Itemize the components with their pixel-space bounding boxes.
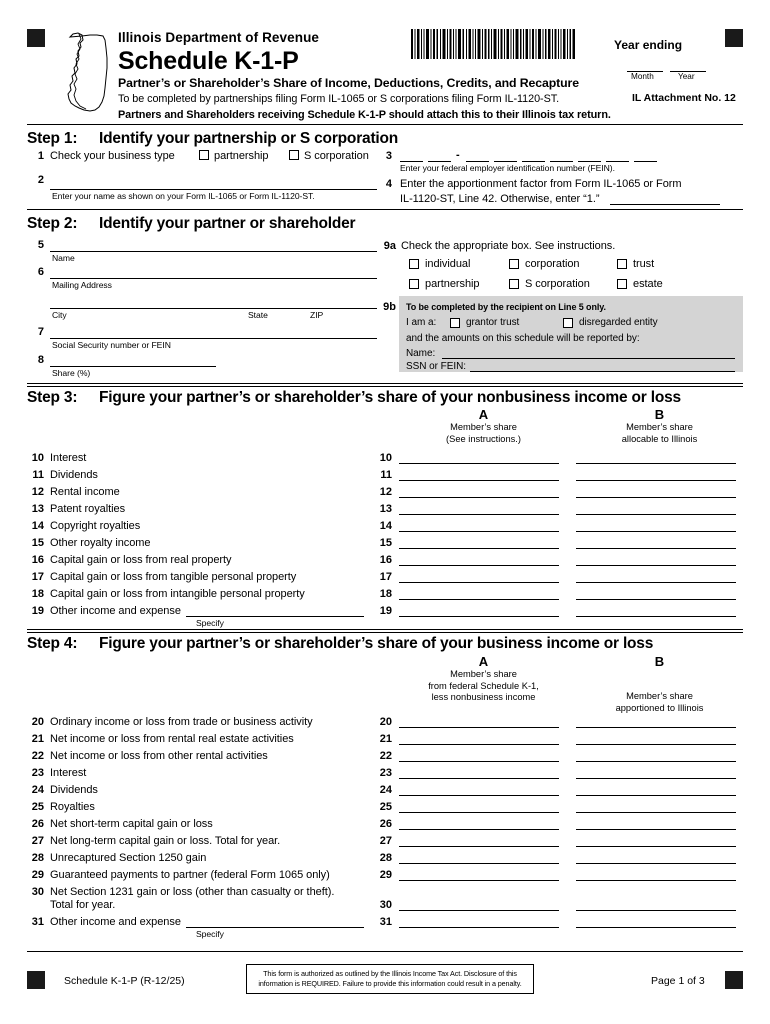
step2-title: Identify your partner or shareholder — [99, 215, 356, 232]
line-2-number: 2 — [37, 174, 44, 186]
checkbox-trust[interactable] — [617, 259, 627, 269]
line-17-input-b[interactable] — [576, 582, 736, 583]
line-30-input-a[interactable] — [399, 910, 559, 911]
line-15-input-a[interactable] — [399, 548, 559, 549]
line-21-input-b[interactable] — [576, 744, 736, 745]
line-14-label: Copyright royalties — [50, 520, 141, 532]
line-4-input[interactable] — [610, 204, 720, 205]
line-10-label: Interest — [50, 452, 87, 464]
step3-column-a-sub-2: (See instructions.) — [446, 433, 521, 444]
line-9a-number: 9a — [383, 240, 396, 252]
step4-title: Figure your partner’s or shareholder’s share of your business income or loss — [99, 635, 654, 652]
agency-name: Illinois Department of Revenue — [118, 30, 320, 45]
line-10-input-a[interactable] — [399, 463, 559, 464]
step4-column-b-sub-2: apportioned to Illinois — [615, 702, 704, 713]
line-30-number-right: 30 — [379, 899, 392, 911]
line-24-number-right: 24 — [379, 784, 392, 796]
line-13-number-right: 13 — [379, 503, 392, 515]
line-5-caption: Name — [52, 253, 75, 263]
month-caption: Month — [631, 72, 654, 81]
line-24-label: Dividends — [50, 784, 98, 796]
line-19-label: Other income and expense — [50, 605, 181, 617]
line-23-input-b[interactable] — [576, 778, 736, 779]
step3-column-a-header — [400, 407, 567, 445]
registration-mark-top-right — [725, 29, 743, 47]
line-22-number-right: 22 — [379, 750, 392, 762]
line-28-number-right: 28 — [379, 852, 392, 864]
step4-column-a-letter: A — [478, 654, 489, 669]
line-15-input-b[interactable] — [576, 548, 736, 549]
line-9a-label: Check the appropriate box. See instructions. — [401, 240, 616, 252]
fein-seg-8[interactable] — [606, 161, 629, 162]
line-6-number: 6 — [37, 266, 44, 278]
fein-dash: - — [456, 149, 460, 161]
line-9b-ssn-label: SSN or FEIN: — [406, 361, 466, 372]
line-9b-iama-label: I am a: — [406, 317, 437, 328]
line-14-number-right: 14 — [379, 520, 392, 532]
fein-seg-7[interactable] — [578, 161, 601, 162]
line-11-input-a[interactable] — [399, 480, 559, 481]
step1-heading — [27, 130, 398, 148]
line-13-input-a[interactable] — [399, 514, 559, 515]
line-16-input-a[interactable] — [399, 565, 559, 566]
line-3-caption: Enter your federal employer identification number (FEIN). — [400, 163, 615, 173]
line-5-number: 5 — [37, 239, 44, 251]
checkbox-corporation[interactable] — [509, 259, 519, 269]
line-28-input-b[interactable] — [576, 863, 736, 864]
line-19-input-b[interactable] — [576, 616, 736, 617]
line-28-label: Unrecaptured Section 1250 gain — [50, 852, 207, 864]
checkbox-corporation-label: corporation — [525, 258, 580, 270]
checkbox-partnership-label: partnership — [214, 150, 269, 162]
line-28-input-a[interactable] — [399, 863, 559, 864]
line-3-number: 3 — [385, 150, 392, 162]
registration-mark-bottom-left — [27, 971, 45, 989]
line-26-input-b[interactable] — [576, 829, 736, 830]
line-29-number: 29 — [31, 869, 44, 881]
line-14-number: 14 — [31, 520, 44, 532]
line-23-number: 23 — [31, 767, 44, 779]
line-21-input-a[interactable] — [399, 744, 559, 745]
line-10-number-right: 10 — [379, 452, 392, 464]
line-27-number-right: 27 — [379, 835, 392, 847]
line-18-input-b[interactable] — [576, 599, 736, 600]
line-31-label: Other income and expense — [50, 916, 181, 928]
line-17-label: Capital gain or loss from tangible personal property — [50, 571, 297, 583]
checkbox-estate[interactable] — [617, 279, 627, 289]
step2-label: Step 2: — [27, 215, 78, 232]
line-6-caption: Mailing Address — [52, 280, 112, 290]
il-attachment-number: IL Attachment No. 12 — [632, 92, 736, 104]
line-20-number: 20 — [31, 716, 44, 728]
line-17-number-right: 17 — [379, 571, 392, 583]
step1-label: Step 1: — [27, 130, 78, 147]
line-16-number-right: 16 — [379, 554, 392, 566]
step4-column-b-header — [576, 654, 743, 714]
form-instruction-2: Partners and Shareholders receiving Schedule K-1-P should attach this to their Illinois tax return. — [118, 109, 611, 121]
line-7-number: 7 — [37, 326, 44, 338]
checkbox-grantor-trust[interactable] — [450, 318, 460, 328]
line-10-input-b[interactable] — [576, 463, 736, 464]
line-1-label: Check your business type — [50, 150, 175, 162]
line-31-number: 31 — [31, 916, 44, 928]
line-5-input-name[interactable] — [50, 251, 377, 252]
line-22-input-a[interactable] — [399, 761, 559, 762]
divider-step2 — [27, 383, 743, 387]
line-26-label: Net short-term capital gain or loss — [50, 818, 213, 830]
form-id-footer: Schedule K-1-P (R-12/25) — [64, 975, 185, 987]
line-26-number-right: 26 — [379, 818, 392, 830]
line-4-label-2: IL-1120-ST, Line 42. Otherwise, enter “1.” — [400, 193, 600, 205]
line-18-number: 18 — [31, 588, 44, 600]
line-13-label: Patent royalties — [50, 503, 126, 515]
step1-title: Identify your partnership or S corporation — [99, 130, 399, 147]
checkbox-grantor-trust-label: grantor trust — [466, 317, 520, 328]
checkbox-partnership[interactable] — [199, 150, 209, 160]
line-9b-title: To be completed by the recipient on Line 5 only. — [406, 302, 606, 312]
step4-heading — [27, 635, 653, 653]
line-6-caption-city: City — [52, 310, 67, 320]
line-19-number: 19 — [31, 605, 44, 617]
line-16-input-b[interactable] — [576, 565, 736, 566]
line-16-number: 16 — [31, 554, 44, 566]
checkbox-s-corporation-label: S corporation — [304, 150, 369, 162]
checkbox-partnership-9a[interactable] — [409, 279, 419, 289]
step4-column-a-sub-1: Member’s share — [450, 669, 517, 679]
line-20-number-right: 20 — [379, 716, 392, 728]
line-10-number: 10 — [31, 452, 44, 464]
divider-step4 — [27, 951, 743, 952]
line-20-input-a[interactable] — [399, 727, 559, 728]
line-24-number: 24 — [31, 784, 44, 796]
line-9b-number: 9b — [383, 301, 396, 313]
line-28-number: 28 — [31, 852, 44, 864]
line-22-input-b[interactable] — [576, 761, 736, 762]
line-15-label: Other royalty income — [50, 537, 151, 549]
line-9b-ssn-input[interactable] — [470, 371, 735, 372]
step3-label: Step 3: — [27, 389, 78, 406]
checkbox-estate-label: estate — [633, 278, 663, 290]
line-26-number: 26 — [31, 818, 44, 830]
line-21-label: Net income or loss from rental real estate activities — [50, 733, 294, 745]
checkbox-disregarded-entity[interactable] — [563, 318, 573, 328]
line-1-number: 1 — [37, 150, 44, 162]
year-caption: Year — [678, 72, 695, 81]
line-18-number-right: 18 — [379, 588, 392, 600]
step4-column-a-sub-2: from federal Schedule K-1, — [428, 680, 539, 691]
divider-step1 — [27, 209, 743, 210]
line-20-input-b[interactable] — [576, 727, 736, 728]
line-21-number: 21 — [31, 733, 44, 745]
line-15-number-right: 15 — [379, 537, 392, 549]
year-ending-label: Year ending — [614, 38, 683, 52]
disclosure-line-2: information is REQUIRED. Failure to provide this information could result in a penalty. — [258, 978, 522, 988]
checkbox-individual-label: individual — [425, 258, 471, 270]
line-4-number: 4 — [385, 178, 392, 190]
line-29-input-b[interactable] — [576, 880, 736, 881]
line-20-label: Ordinary income or loss from trade or business activity — [50, 716, 313, 728]
disclosure-notice — [246, 964, 534, 994]
line-9b-name-label: Name: — [406, 348, 436, 359]
illinois-map-icon — [57, 28, 115, 116]
step3-column-b-sub-1: Member’s share — [626, 422, 693, 432]
line-27-input-a[interactable] — [399, 846, 559, 847]
line-23-label: Interest — [50, 767, 87, 779]
line-23-number-right: 23 — [379, 767, 392, 779]
line-11-number-right: 11 — [380, 469, 392, 481]
checkbox-individual[interactable] — [409, 259, 419, 269]
step3-column-a-letter: A — [478, 407, 489, 422]
form-subtitle: Partner’s or Shareholder’s Share of Income, Deductions, Credits, and Recapture — [118, 76, 579, 90]
line-25-number-right: 25 — [379, 801, 392, 813]
line-14-input-a[interactable] — [399, 531, 559, 532]
step3-title: Figure your partner’s or shareholder’s share of your nonbusiness income or loss — [99, 389, 681, 406]
checkbox-s-corporation[interactable] — [289, 150, 299, 160]
line-19-number-right: 19 — [379, 605, 392, 617]
line-12-number-right: 12 — [379, 486, 392, 498]
line-25-input-b[interactable] — [576, 812, 736, 813]
line-21-number-right: 21 — [379, 733, 392, 745]
line-30-label: Net Section 1231 gain or loss (other than casualty or theft). — [50, 886, 335, 898]
step3-column-b-sub-2: allocable to Illinois — [621, 433, 698, 444]
line-18-label: Capital gain or loss from intangible personal property — [50, 588, 305, 600]
checkbox-partnership-9a-label: partnership — [425, 278, 480, 290]
divider-step3 — [27, 629, 743, 633]
step3-column-b-header — [576, 407, 743, 445]
line-16-label: Capital gain or loss from real property — [50, 554, 232, 566]
line-6-input-city-state-zip[interactable] — [50, 308, 377, 309]
line-31-specify-caption: Specify — [196, 929, 224, 939]
line-24-input-a[interactable] — [399, 795, 559, 796]
step4-column-a-sub-3: less nonbusiness income — [431, 692, 536, 702]
step4-label: Step 4: — [27, 635, 78, 652]
line-12-input-a[interactable] — [399, 497, 559, 498]
line-29-number-right: 29 — [379, 869, 392, 881]
page-number: Page 1 of 3 — [651, 975, 705, 987]
line-9b-reported-by-text: and the amounts on this schedule will be reported by: — [406, 333, 640, 344]
line-8-caption: Share (%) — [52, 368, 91, 378]
step4-column-b-letter: B — [654, 654, 665, 669]
line-22-label: Net income or loss from other rental activities — [50, 750, 268, 762]
line-7-input-ssn-fein[interactable] — [50, 338, 377, 339]
step4-column-a-header — [400, 654, 567, 704]
fein-seg-4[interactable] — [494, 161, 517, 162]
registration-mark-bottom-right — [725, 971, 743, 989]
line-12-label: Rental income — [50, 486, 120, 498]
fein-seg-1[interactable] — [400, 161, 423, 162]
line-31-input-a[interactable] — [399, 927, 559, 928]
fein-seg-2[interactable] — [428, 161, 451, 162]
barcode-icon — [411, 29, 576, 59]
line-17-input-a[interactable] — [399, 582, 559, 583]
line-12-input-b[interactable] — [576, 497, 736, 498]
line-12-number: 12 — [31, 486, 44, 498]
line-11-label: Dividends — [50, 469, 98, 481]
line-22-number: 22 — [31, 750, 44, 762]
line-30-label-2: Total for year. — [50, 899, 116, 911]
line-6-input-address[interactable] — [50, 278, 377, 279]
step3-column-a-sub-1: Member’s share — [450, 422, 517, 432]
line-11-number: 11 — [32, 469, 44, 481]
line-25-label: Royalties — [50, 801, 95, 813]
fein-seg-5[interactable] — [522, 161, 545, 162]
line-25-input-a[interactable] — [399, 812, 559, 813]
step2-heading — [27, 215, 355, 233]
line-18-input-a[interactable] — [399, 599, 559, 600]
line-26-input-a[interactable] — [399, 829, 559, 830]
fein-seg-6[interactable] — [550, 161, 573, 162]
line-7-caption: Social Security number or FEIN — [52, 340, 171, 350]
line-13-input-b[interactable] — [576, 514, 736, 515]
line-29-input-a[interactable] — [399, 880, 559, 881]
line-2-input[interactable] — [50, 189, 377, 190]
checkbox-s-corporation-9a-label: S corporation — [525, 278, 590, 290]
line-25-number: 25 — [31, 801, 44, 813]
step4-column-b-sub-1: Member’s share — [626, 691, 693, 701]
line-17-number: 17 — [31, 571, 44, 583]
step3-column-b-letter: B — [654, 407, 665, 422]
line-27-number: 27 — [31, 835, 44, 847]
line-15-number: 15 — [31, 537, 44, 549]
line-31-input-b[interactable] — [576, 927, 736, 928]
fein-seg-3[interactable] — [466, 161, 489, 162]
registration-mark-top-left — [27, 29, 45, 47]
line-23-input-a[interactable] — [399, 778, 559, 779]
line-14-input-b[interactable] — [576, 531, 736, 532]
line-29-label: Guaranteed payments to partner (federal Form 1065 only) — [50, 869, 330, 881]
line-19-specify-caption: Specify — [196, 618, 224, 628]
line-30-number: 30 — [31, 886, 44, 898]
checkbox-trust-label: trust — [633, 258, 655, 270]
checkbox-s-corporation-9a[interactable] — [509, 279, 519, 289]
line-31-number-right: 31 — [379, 916, 392, 928]
line-27-input-b[interactable] — [576, 846, 736, 847]
disclosure-line-1: This form is authorized as outlined by the Illinois Income Tax Act. Disclosure of this — [263, 969, 517, 978]
line-19-input-specify[interactable] — [186, 616, 364, 617]
divider-header — [27, 124, 743, 125]
form-instruction-1: To be completed by partnerships filing Form IL-1065 or S corporations filing Form IL-1120-ST. — [118, 93, 560, 105]
line-8-input-share[interactable] — [50, 366, 216, 367]
form-title: Schedule K-1-P — [118, 47, 299, 75]
checkbox-disregarded-entity-label: disregarded entity — [579, 317, 658, 328]
step3-heading — [27, 389, 681, 407]
line-6-caption-state: State — [248, 310, 268, 320]
fein-seg-9[interactable] — [634, 161, 657, 162]
line-11-input-b[interactable] — [576, 480, 736, 481]
line-6-caption-zip: ZIP — [310, 310, 324, 320]
line-4-label-1: Enter the apportionment factor from Form IL-1065 or Form — [400, 178, 682, 190]
line-2-caption: Enter your name as shown on your Form IL-1065 or Form IL-1120-ST. — [52, 191, 315, 201]
line-19-input-a[interactable] — [399, 616, 559, 617]
line-8-number: 8 — [37, 354, 44, 366]
line-27-label: Net long-term capital gain or loss. Total for year. — [50, 835, 281, 847]
line-31-input-specify[interactable] — [186, 927, 364, 928]
line-13-number: 13 — [31, 503, 44, 515]
line-24-input-b[interactable] — [576, 795, 736, 796]
line-30-input-b[interactable] — [576, 910, 736, 911]
line-9b-name-input[interactable] — [442, 358, 735, 359]
